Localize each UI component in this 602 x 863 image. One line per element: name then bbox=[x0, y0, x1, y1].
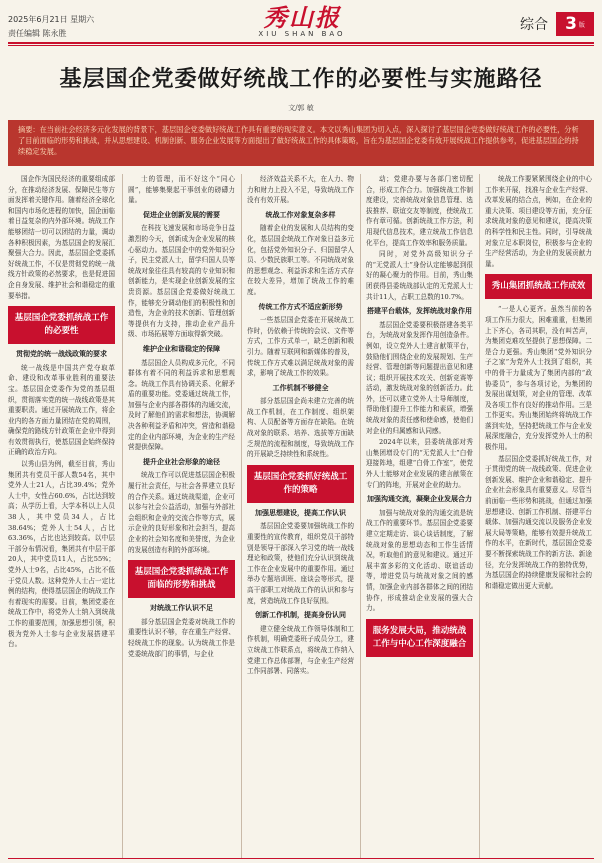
paragraph: 动；党建办要与各部门密切配合，形成工作合力。加强统战工作制度建设，完善统战对象信息管理、选拔推荐、联谊交友等制度，使统战工作有章可循。创新统战工作方法，利用现代信息技术，建立统战工作信息化平台，提高工作效率和服务质量。 bbox=[366, 175, 473, 247]
column-4 bbox=[366, 174, 473, 858]
paragraph: 统一战线是中国共产党夺取革命、建设和改革事业胜利的重要法宝。基层国企党委作为党的基层组织，贯彻落实党的统一战线政策是其重要职责。通过开展统战工作，将企业内的各方面力量团结在党的周围，确保党的路线方针政策在企业中得到有效贯彻执行，使基层国企始终保持正确的政治方向。 bbox=[8, 363, 115, 457]
subheading: 传统工作方式不适应新形势 bbox=[258, 302, 343, 311]
paper-logo: 秀山报 bbox=[263, 3, 341, 32]
column-5 bbox=[485, 174, 592, 858]
section-heading-box: 基层国企党委抓统战工作面临的形势和挑战 bbox=[128, 560, 235, 598]
footer-rule bbox=[8, 858, 594, 859]
subheading: 加强沟通交流，凝聚企业发展合力 bbox=[367, 495, 472, 504]
section-heading-box: 基层国企党委抓统战工作的必要性 bbox=[8, 306, 115, 344]
column-divider bbox=[122, 174, 123, 858]
article-abstract: 摘要：在当前社会经济多元化发展的背景下，基层国企党委做好统战工作具有重要的现实意义。本文以秀山集团为切入点，深入探讨了基层国企党委做好统战工作的必要性，分析了目前面临的形势和挑战，并从思想建设、机制创新、服务企业发展等方面提出了做好统战工作的具体策略，旨在为基层国企党委有效开展统战工作提供参考，促进基层国企的持续稳定发展。 bbox=[8, 120, 594, 166]
subheading: 工作机制不够健全 bbox=[272, 383, 329, 392]
paragraph: 基层国企党委要积极搭建各类平台，为统战对象发挥作用创造条件。例如，设立党外人士建言献策平台，鼓励他们围绕企业的发展规划、生产经营、管理创新等问题提出意见和建议；组织开展技术攻关、创新竞赛等活动，激发统战对象的创新活力。此外，还可以建立党外人士导师制度，帮助他们提升工作能力和素质，增强统战对象的责任感和使命感，使他们对企业的归属感和认同感。 bbox=[366, 320, 473, 435]
paragraph: 士的管理，而不好这个“同心圆”，能够集聚起干事创业的磅礴力量。 bbox=[128, 175, 235, 205]
paragraph: 建立健全统战工作领导体制和工作机制，明确党委班子成员分工，建立统战工作联系点，将统战工作纳入党建工作总体部署，与企业生产经营工作同部署、同落实。 bbox=[247, 624, 354, 676]
column-1 bbox=[8, 174, 115, 858]
issue-info bbox=[8, 14, 94, 40]
column-divider bbox=[479, 174, 480, 858]
column-3 bbox=[247, 174, 354, 858]
responsible-editor: 责任编辑 陈永胜 bbox=[8, 29, 67, 38]
subheading: 提升企业社会形象的途径 bbox=[143, 457, 220, 466]
paragraph: 基层国企党委要加强统战工作的重要性的宣传教育，组织党员干部特别是领导干部深入学习党的统一战线理论和政策，使他们充分认识到统战工作在企业发展中的重要作用。通过举办专题培训班、座谈会等形式，提高干部职工对统战工作的认识和参与度，营造统战工作良好氛围。 bbox=[247, 522, 354, 605]
paragraph: 2024年以来，县委统战部对秀山集团增设专门的“无党派人士”白骨迎接阵地，组建“白骨工作室”，使党外人士能够对企业发展的建言献策在专门的阵地，开展对企业的助力。 bbox=[366, 438, 473, 489]
page-number-badge bbox=[556, 12, 594, 36]
subheading: 加强思想建设，提高工作认识 bbox=[255, 508, 346, 517]
section-name: 综合 bbox=[520, 17, 548, 33]
issue-date: 2025年6月21日 星期六 bbox=[8, 15, 95, 24]
paragraph: 部分基层国企党委对统战工作的重要性认识不够，存在重生产经营、轻统战工作的现象。认为统战工作是党委统战部门的事情，与企业 bbox=[128, 617, 235, 658]
header-rule-thin bbox=[8, 45, 594, 46]
paragraph: 同时，对党外高级知识分子的“无党派人士”身份认定能够起到很好的凝心聚力的作用。目前，秀山集团获得县委统战部认定的无党派人士共计11人，占职工总数的10.7%。 bbox=[366, 250, 473, 301]
paragraph: 部分基层国企尚未建立完善的统战工作机制，在工作制度、组织架构、人员配备等方面存在缺陷。在统战对象的联系、培养、选拔等方面缺乏规范的流程和制度，导致统战工作的开展缺乏持续性和系统性。 bbox=[247, 397, 354, 459]
masthead bbox=[232, 4, 372, 38]
subheading: 促进企业创新发展的需要 bbox=[143, 210, 220, 219]
article-byline: 文/郭 敏 bbox=[288, 104, 314, 112]
page-suffix: 版 bbox=[578, 21, 585, 29]
paragraph: 统战工作要紧紧围绕企业的中心工作来开展，找准与企业生产经营、改革发展的结合点，例如，在企业的重大决策、项目建设等方面，充分征求统战对象的意见和建议，提高决策的科学性和民主性。同时，引导统战对象立足本职岗位，积极参与企业的生产经营活动，为企业的发展贡献力量。 bbox=[485, 175, 592, 268]
subheading: 搭建平台载体，发挥统战对象作用 bbox=[367, 307, 472, 316]
paragraph: 加强与统战对象的沟通交流是统战工作的重要环节。基层国企党委要建立定期走访、谈心谈话制度，了解统战对象的思想动态和工作生活情况，听取他们的意见和建议。通过开展丰富多彩的文化活动、联谊活动等，增进党员与统战对象之间的感情，加强企业内部各群体之间的团结协作，形成推动企业发展的强大合力。 bbox=[366, 508, 473, 613]
article-body bbox=[8, 174, 594, 858]
subheading: 创新工作机制，提高身份认同 bbox=[255, 611, 346, 620]
section-label bbox=[520, 12, 594, 36]
paper-pinyin: XIU SHAN BAO bbox=[258, 30, 346, 38]
header-rule bbox=[8, 42, 594, 44]
paragraph: 经济效益关系不大，在人力、物力和财力上投入不足，导致统战工作没有有效开展。 bbox=[247, 175, 354, 205]
section-heading-box: 秀山集团抓统战工作成效 bbox=[485, 274, 592, 299]
column-divider bbox=[241, 174, 242, 858]
article-headline: 基层国企党委做好统战工作的必要性与实施路径 bbox=[59, 67, 543, 92]
paragraph: 国企作为国民经济的重要组成部分，在推动经济发展、保障民生等方面发挥着关键作用。随着经济全球化和国内市场化进程的加快，国企面临着日益复杂的内外部环境。统战工作能够团结一切可以团结的力量，调动各种积极因素，为基层国企的发展汇聚强大合力。因此，基层国企党委抓好统战工作，不仅是贯彻党的统一战线方针政策的必然要求，也是促进国企自身发展、维护社会和谐稳定的重要举措。 bbox=[8, 175, 115, 300]
section-heading-box: 服务发展大局，推动统战工作与中心工作深度融合 bbox=[366, 619, 473, 657]
paragraph: 基层国企人员构成多元化，不同群体有着不同的利益诉求和思想观念。统战工作具有协调关系、化解矛盾的重要功能。党委通过统战工作，加强与企业内部各群体的沟通交流，及时了解他们的需求和想法，协调解决各种利益矛盾和冲突，营造和谐稳定的企业内部环境，为企业的生产经营提供保障。 bbox=[128, 358, 235, 452]
section-heading-box: 基层国企党委抓好统战工作的策略 bbox=[247, 465, 354, 503]
subheading: 贯彻党的统一战线政策的要求 bbox=[16, 350, 107, 359]
paragraph: “一是人心更齐。虽然当前的各项工作压力很大，困难重重，但集团上下齐心，各司其职，没有叫苦声，为集团克难攻坚提供了思想保障。二是合力更强。秀山集团“党外知识分子之家”为党外人士找到了组织，其中的骨干力量成为了集团内部的“政协委员”，参与各项讨论，为集团的发展出谋划策，对企业的管理、改革及各项工作有良好的推动作用。三是工作更实。秀山集团始终将统战工作落到实处，坚持把统战工作与企业发展深度融合，充分发挥党外人士的积极作用。 bbox=[485, 305, 592, 452]
column-2 bbox=[128, 174, 235, 858]
paragraph: 以秀山县为例，截至目前，秀山集团共有党员干部人数54名，其中党外人士21人，占比39.4%；党外人士中，女性占60.6%，占比达到较高；从学历上看，大学本科以上人员38人，其中党员34人，占比38.64%；党外人士54人，占比63.36%，占比也达到较高。以中层干部分布情况看，集团共有中层干部20人，其中党员11人，占比55%；党外人士9名，占比45%，占比不低于党员人数。这种党外人士占一定比例的结构，使得基层国企的统战工作有着现实的需要。目前，集团党委在统战工作中，将党外人士纳入到统战工作的重要范围，加强思想引领，积极为党外人士参与企业发展搭建平台。 bbox=[8, 460, 115, 649]
page-number: 3 bbox=[565, 14, 577, 34]
subheading: 统战工作对象复杂多样 bbox=[265, 210, 336, 219]
subheading: 对统战工作认识不足 bbox=[150, 604, 213, 613]
column-divider bbox=[360, 174, 361, 858]
paragraph: 统战工作可以促进基层国企积极履行社会责任，与社会各界建立良好的合作关系。通过统战渠道，企业可以参与社会公益活动，加强与外部社会组织和企业的交流合作等方式，展示企业的良好形象和社会担当，提高企业的社会知名度和美誉度，为企业的发展创造有利的外部环境。 bbox=[128, 471, 235, 554]
subheading: 维护企业和谐稳定的保障 bbox=[143, 344, 220, 353]
paragraph: 在科技飞速发展和市场竞争日益激烈的今天，创新成为企业发展的核心驱动力。基层国企中的党外知识分子，民主党派人士，留学归国人员等统战对象往往具有较高的专业知识和创新能力，是实现企业创新发展的宝贵资源。基层国企党委做好统战工作，能够充分调动他们的积极性和创造性，为企业的技术创新、管理创新等提供有力支持，推动企业产品升级、市场拓展等方面取得新突破。 bbox=[128, 224, 235, 339]
paragraph: 随着企业的发展和人员结构的变化，基层国企统战工作对象日益多元化，包括党外知识分子、归国留学人员、少数民族职工等。不同统战对象的思想观念、利益诉求和生活方式存在较大差异，增加了统战工作的难度。 bbox=[247, 224, 354, 296]
paragraph: 一些基层国企党委在开展统战工作时，仍依赖于传统的会议、文件等方式，工作方式单一，缺乏创新和吸引力。随着互联网和新媒体的普及，传统工作方式难以满足统战对象的需求，影响了统战工作的效果。 bbox=[247, 316, 354, 378]
paragraph: 基层国企党委抓好统战工作，对于贯彻党的统一战线政策、促进企业创新发展、维护企业和谐稳定、提升企业社会形象具有重要意义。尽管当前面临一些形势和挑战，但通过加强思想建设、创新工作机制、搭建平台载体、加强沟通交流以及服务企业发展大局等策略，能够有效提升统战工作的水平，在新时代，基层国企党委要不断探索统战工作的新方法、新途径，充分发挥统战工作的独特优势，为基层国企的持续健康发展和社会的和谐稳定做出更大贡献。 bbox=[485, 454, 592, 590]
